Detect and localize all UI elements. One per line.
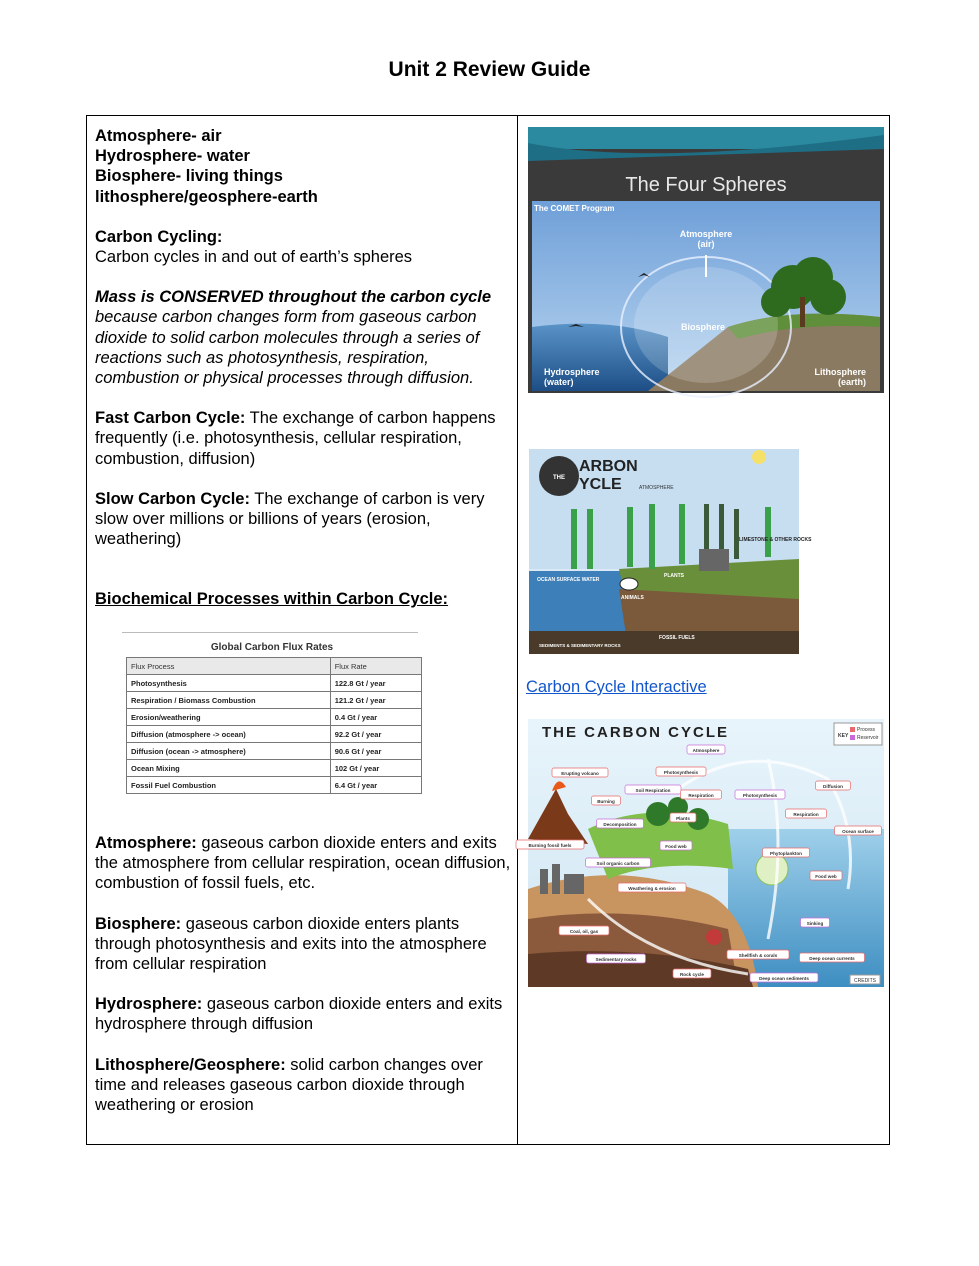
fast-cycle-text: The exchange of carbon happens frequently (i.e. photosynthesis, cellular respiration, combustion, diffusion) [95, 409, 496, 468]
flux-process: Erosion/weathering [127, 709, 331, 726]
cc-label: Diffusion [823, 784, 843, 789]
carbon-cycle-diagram-image [528, 719, 884, 987]
cc-label: Plants [676, 816, 690, 821]
flux-table-title: Global Carbon Flux Rates [210, 642, 334, 653]
fs-lithosphere-label: Lithosphere [814, 367, 866, 377]
sphere-sections [95, 833, 513, 1115]
cc-label: Sinking [806, 921, 824, 926]
section-label: Atmosphere: [95, 834, 197, 852]
section-atmosphere [95, 833, 513, 894]
flux-rate: 122.8 Gt / year [330, 675, 421, 692]
fs-hydrosphere-label: Hydrosphere [544, 367, 600, 377]
cc-sediments: SEDIMENTS & SEDIMENTARY ROCKS [539, 643, 621, 648]
table-row [127, 760, 422, 777]
fast-cycle-paragraph [95, 408, 513, 469]
cc-animals: ANIMALS [621, 595, 644, 601]
fs-biosphere-label: Biosphere [680, 322, 726, 332]
left-column [95, 126, 513, 610]
fs-lithosphere-sub: (earth) [837, 377, 866, 387]
fs-atmosphere-label: Atmosphere [679, 229, 733, 239]
fast-cycle-label: Fast Carbon Cycle: [95, 409, 246, 428]
cc-label: Erupting volcano [561, 771, 599, 776]
table-row [127, 692, 422, 709]
flux-process: Diffusion (ocean -> atmosphere) [127, 743, 331, 760]
fs-hydrosphere-sub: (water) [544, 377, 574, 387]
cc-key: KEY [838, 733, 849, 739]
flux-header-rate: Flux Rate [330, 658, 421, 675]
fs-atmosphere-sub: (air) [697, 239, 715, 249]
cc-label: Weathering & erosion [628, 886, 676, 891]
slow-cycle-label: Slow Carbon Cycle: [95, 489, 250, 508]
flux-rate: 102 Gt / year [330, 760, 421, 777]
section-label: Biosphere: [95, 914, 182, 933]
sphere-hydrosphere: Hydrosphere- water [95, 147, 250, 166]
biochem-heading: Biochemical Processes within Carbon Cycle: [95, 590, 449, 609]
column-divider [517, 115, 518, 1145]
section-text: gaseous carbon dioxide enters and exits the atmosphere from cellular respiration, ocean diffusion, combustion of fossil fuels, etc. [95, 834, 511, 893]
carbon-cycling-heading: Carbon Cycling: [95, 227, 223, 246]
section-text: gaseous carbon dioxide enters and exits hydrosphere through diffusion [95, 995, 503, 1034]
cc-credits: CREDITS [854, 978, 876, 984]
cc-plants: PLANTS [664, 573, 684, 579]
four-spheres-image [528, 127, 884, 393]
flux-rate: 0.4 Gt / year [330, 709, 421, 726]
sphere-lithosphere: lithosphere/geosphere-earth [95, 187, 318, 206]
carbon-cycle-flows-image [529, 449, 812, 654]
flux-process: Fossil Fuel Combustion [127, 777, 331, 794]
slow-cycle-text: The exchange of carbon is very slow over millions or billions of years (erosion, weathering) [95, 489, 485, 549]
flux-rate: 6.4 Gt / year [330, 777, 421, 794]
cc-label: Photosynthesis [663, 770, 699, 775]
flux-header-process: Flux Process [127, 658, 331, 675]
table-row [127, 726, 422, 743]
table-row [127, 709, 422, 726]
cc-label: Respiration [688, 793, 714, 798]
cc-label: Soil Respiration [635, 788, 671, 793]
cc-label: Food web [665, 844, 687, 849]
cc-atmosphere: ATMOSPHERE [639, 485, 674, 491]
table-row [127, 675, 422, 692]
mass-conserved-paragraph [95, 287, 513, 388]
flux-table-image [122, 634, 422, 796]
cc-title1: ARBON [579, 458, 638, 475]
flux-process: Diffusion (atmosphere -> ocean) [127, 726, 331, 743]
section-lithosphere [95, 1055, 513, 1116]
cc-label: Shellfish & corals [738, 953, 778, 958]
cc-label: Food web [815, 874, 837, 879]
cc-label: Burning fossil fuels [528, 843, 572, 848]
section-text: solid carbon changes over time and releases gaseous carbon dioxide through weathering or erosion [95, 1055, 483, 1115]
mass-conserved-bold: Mass is CONSERVED throughout the carbon cycle [95, 288, 492, 307]
cc-label: Respiration [793, 812, 819, 817]
cc-label: Photosynthesis [742, 793, 778, 798]
cc-label: Phytoplankton [770, 851, 802, 856]
table-row [127, 777, 422, 794]
section-text: gaseous carbon dioxide enters plants through photosynthesis and exits into the atmosphere from cellular respiration [95, 914, 487, 974]
flux-process: Ocean Mixing [127, 760, 331, 777]
section-label: Lithosphere/Geosphere: [95, 1055, 286, 1074]
sphere-atmosphere: Atmosphere- air [95, 127, 222, 145]
four-spheres-title: The Four Spheres [625, 174, 787, 196]
cc-key-reservoir: Reservoir [857, 735, 879, 741]
cc-label: Atmosphere [692, 748, 720, 753]
carbon-cycle-interactive-link[interactable]: Carbon Cycle Interactive [526, 678, 707, 696]
section-label: Hydrosphere: [95, 995, 203, 1014]
cc-label: Sedimentary rocks [595, 957, 637, 962]
cc-fossil: FOSSIL FUELS [659, 635, 695, 641]
flux-rate: 92.2 Gt / year [330, 726, 421, 743]
flux-table [126, 657, 422, 794]
flux-rate: 90.6 Gt / year [330, 743, 421, 760]
cc-label: Burning [597, 799, 615, 804]
cc-label: Deep ocean sediments [759, 976, 809, 981]
slow-cycle-paragraph [95, 489, 513, 550]
cc-ocean: OCEAN SURFACE WATER [537, 577, 600, 583]
section-biosphere [95, 914, 513, 975]
sphere-biosphere: Biosphere- living things [95, 167, 283, 186]
flux-process: Respiration / Biomass Combustion [127, 692, 331, 709]
cc-big-title: THE CARBON CYCLE [542, 724, 730, 741]
cc-limestone: LIMESTONE & OTHER ROCKS [739, 537, 812, 543]
flux-rate: 121.2 Gt / year [330, 692, 421, 709]
cc-title2: YCLE [579, 476, 622, 493]
mass-conserved-text: because carbon changes form from gaseous carbon dioxide to solid carbon molecules through a series of reactions such as photosynthesis, respiration, combustion or physical processes through diffusion. [95, 308, 480, 388]
cc-label: Deep ocean currents [809, 956, 855, 961]
section-hydrosphere [95, 994, 513, 1034]
cc-label: Rock cycle [679, 972, 705, 977]
four-spheres-credit: The COMET Program [534, 204, 615, 213]
page-title: Unit 2 Review Guide [388, 58, 591, 81]
cc-label: Ocean surface [842, 829, 874, 834]
cc-label: Coal, oil, gas [569, 929, 599, 934]
table-row [127, 743, 422, 760]
cc-label: Soil organic carbon [596, 861, 640, 866]
cc-the: THE [553, 475, 565, 481]
cc-key-process: Process [857, 727, 876, 733]
carbon-cycling-text: Carbon cycles in and out of earth’s spheres [95, 248, 413, 267]
cc-label: Decomposition [603, 822, 637, 827]
flux-process: Photosynthesis [127, 675, 331, 692]
